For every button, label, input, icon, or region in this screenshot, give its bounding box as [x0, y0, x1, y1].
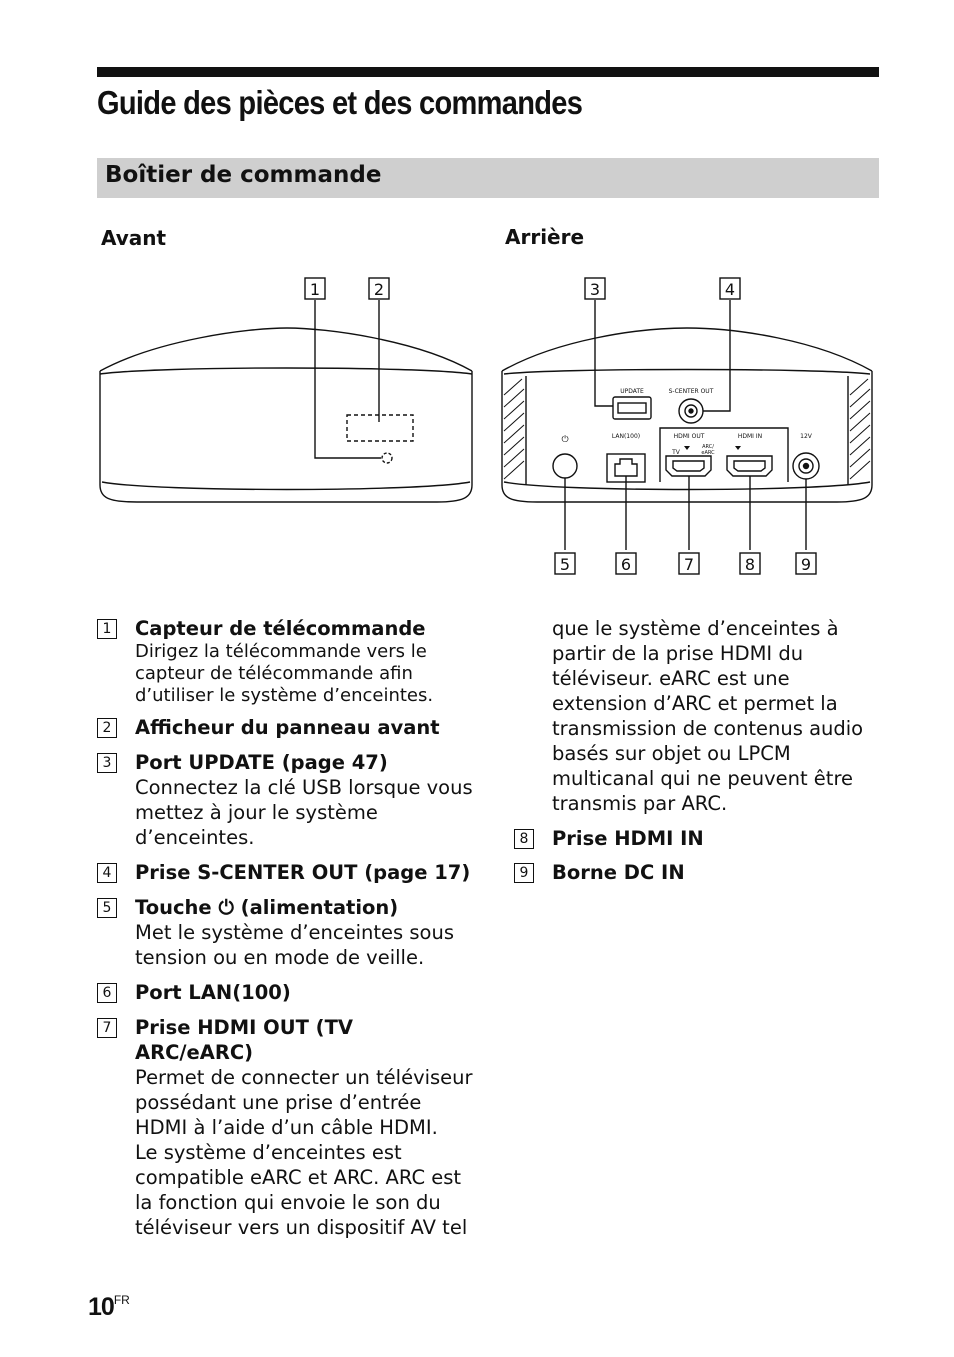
label-12v: 12V	[800, 433, 812, 440]
item-number: 6	[97, 983, 117, 1003]
list-item	[514, 860, 874, 885]
callout-2: 2	[373, 280, 385, 299]
section-header	[97, 158, 879, 198]
item-title: Capteur de télécommande	[135, 617, 426, 640]
label-tv: TV	[672, 449, 680, 456]
item-description-continued: Le système d’enceintes est compatible eARC et ARC. ARC est la fonction qui envoie le son du téléviseur vers un dispositif AV tel	[135, 1141, 468, 1239]
item-description: Connectez la clé USB lorsque vous mettez à jour le système d’enceintes.	[135, 776, 473, 849]
front-unit	[100, 300, 472, 502]
list-item	[514, 826, 874, 851]
top-rule	[97, 67, 879, 77]
callout-8: 8	[744, 555, 756, 574]
item-number: 2	[97, 718, 117, 738]
parts-list-right	[514, 616, 874, 885]
callout-4: 4	[724, 280, 736, 299]
item-title: Prise S-CENTER OUT (page 17)	[135, 861, 471, 884]
list-item	[97, 616, 477, 707]
item-title: Borne DC IN	[552, 861, 685, 884]
item-number: 1	[97, 619, 117, 639]
item-description: Permet de connecter un téléviseur possédant une prise d’entrée HDMI à l’aide d’un câble HDMI.	[135, 1066, 473, 1139]
callout-5: 5	[559, 555, 571, 574]
item-title: Port UPDATE (page 47)	[135, 751, 388, 774]
callout-9: 9	[800, 555, 812, 574]
list-item	[97, 980, 477, 1005]
item-number: 5	[97, 898, 117, 918]
item-title: Port LAN(100)	[135, 981, 291, 1004]
item-title: Afficheur du panneau avant	[135, 716, 440, 739]
parts-list-left	[97, 616, 477, 1240]
item-title: Touche ⏻ (alimentation)	[135, 896, 399, 919]
item-number: 3	[97, 753, 117, 773]
rear-view-label: Arrière	[505, 225, 585, 249]
power-icon: ⏻	[561, 435, 569, 445]
item-number: 7	[97, 1018, 117, 1038]
item-title: Prise HDMI IN	[552, 827, 704, 850]
power-icon: ⏻	[218, 896, 234, 919]
callout-1: 1	[309, 280, 321, 299]
front-view-label: Avant	[101, 226, 167, 250]
item-description: Met le système d’enceintes sous tension ou en mode de veille.	[135, 921, 455, 969]
list-item	[97, 895, 477, 970]
label-earc: eARC	[701, 450, 715, 456]
label-lan: LAN(100)	[611, 433, 641, 440]
continuation-text: que le système d’enceintes à partir de la prise HDMI du téléviseur. eARC est une extension d’ARC et permet la transmission de contenus audio basés sur objet ou LPCM multicanal qui ne peuvent être transmis par ARC.	[552, 617, 864, 815]
callout-6: 6	[620, 555, 632, 574]
label-update: UPDATE	[620, 388, 644, 395]
callout-3: 3	[589, 280, 601, 299]
label-s-center-out: S-CENTER OUT	[668, 388, 714, 395]
item-number: 4	[97, 863, 117, 883]
label-arc: ARC/	[702, 444, 714, 450]
list-item	[97, 860, 477, 885]
rear-unit	[502, 300, 872, 550]
label-hdmi-out: HDMI OUT	[673, 433, 705, 440]
section-title: Boîtier de commande	[105, 162, 382, 188]
item-number: 8	[514, 829, 534, 849]
list-item	[97, 1015, 477, 1240]
item-title: Prise HDMI OUT (TV ARC/eARC)	[135, 1016, 353, 1064]
item-description: Dirigez la télécommande vers le capteur de télécommande afin d’utiliser le système d’enceintes.	[135, 641, 434, 706]
page-number: $10^{FR}$	[88, 1293, 130, 1321]
list-item	[97, 715, 477, 740]
device-illustration	[97, 270, 887, 590]
page-title: Guide des pièces et des commandes	[97, 84, 583, 121]
page-language: FR	[113, 1293, 130, 1307]
item-number: 9	[514, 863, 534, 883]
label-hdmi-in: HDMI IN	[737, 433, 763, 440]
list-item	[97, 750, 477, 850]
callout-7: 7	[683, 555, 695, 574]
